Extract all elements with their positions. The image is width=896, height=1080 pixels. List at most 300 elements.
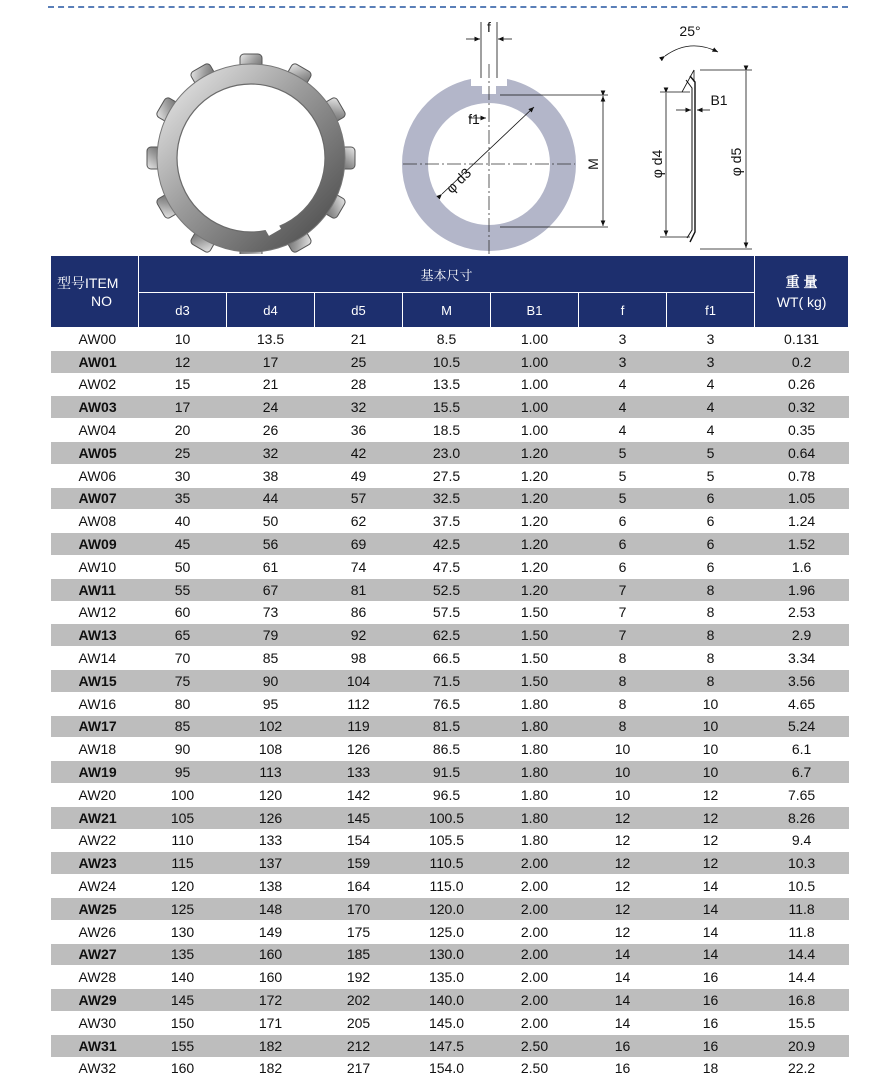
label-angle: 25° (679, 23, 701, 39)
value-cell: 91.5 (403, 761, 491, 784)
item-number-cell: AW16 (51, 692, 139, 715)
value-cell: 42.5 (403, 533, 491, 556)
value-cell: 95 (227, 692, 315, 715)
item-number-cell: AW10 (51, 555, 139, 578)
table-row (51, 761, 849, 784)
value-cell: 66.5 (403, 647, 491, 670)
item-number-cell: AW14 (51, 647, 139, 670)
value-cell: 50 (227, 510, 315, 533)
value-cell: 120 (139, 875, 227, 898)
item-number-cell: AW06 (51, 464, 139, 487)
table-row (51, 647, 849, 670)
value-cell: 8 (579, 647, 667, 670)
value-cell: 15 (139, 373, 227, 396)
value-cell: 20.9 (755, 1034, 849, 1057)
value-cell: 4 (667, 373, 755, 396)
value-cell: 95 (139, 761, 227, 784)
spec-table (50, 255, 849, 1080)
table-row (51, 601, 849, 624)
value-cell: 1.20 (491, 578, 579, 601)
label-f: f (487, 19, 491, 35)
item-number-cell: AW13 (51, 624, 139, 647)
value-cell: 32.5 (403, 487, 491, 510)
value-cell: 1.80 (491, 783, 579, 806)
value-cell: 21 (315, 328, 403, 351)
value-cell: 12 (579, 875, 667, 898)
table-row (51, 943, 849, 966)
value-cell: 50 (139, 555, 227, 578)
value-cell: 15.5 (403, 396, 491, 419)
value-cell: 4 (579, 373, 667, 396)
value-cell: 1.80 (491, 806, 579, 829)
value-cell: 14 (667, 875, 755, 898)
value-cell: 192 (315, 966, 403, 989)
value-cell: 12 (667, 783, 755, 806)
item-number-cell: AW27 (51, 943, 139, 966)
table-row (51, 624, 849, 647)
value-cell: 1.50 (491, 601, 579, 624)
column-header: B1 (491, 293, 579, 328)
value-cell: 10.5 (403, 350, 491, 373)
value-cell: 79 (227, 624, 315, 647)
value-cell: 2.00 (491, 966, 579, 989)
value-cell: 8 (579, 692, 667, 715)
value-cell: 6 (667, 533, 755, 556)
value-cell: 17 (139, 396, 227, 419)
value-cell: 160 (227, 943, 315, 966)
value-cell: 12 (667, 829, 755, 852)
value-cell: 20 (139, 419, 227, 442)
value-cell: 40 (139, 510, 227, 533)
item-number-cell: AW20 (51, 783, 139, 806)
value-cell: 2.00 (491, 1011, 579, 1034)
value-cell: 4 (579, 396, 667, 419)
value-cell: 154 (315, 829, 403, 852)
value-cell: 16 (667, 1011, 755, 1034)
value-cell: 217 (315, 1057, 403, 1080)
column-header: d4 (227, 293, 315, 328)
column-header: d3 (139, 293, 227, 328)
table-row (51, 897, 849, 920)
value-cell: 10 (139, 328, 227, 351)
value-cell: 171 (227, 1011, 315, 1034)
item-number-cell: AW17 (51, 715, 139, 738)
value-cell: 55 (139, 578, 227, 601)
value-cell: 5.24 (755, 715, 849, 738)
value-cell: 105.5 (403, 829, 491, 852)
value-cell: 21 (227, 373, 315, 396)
value-cell: 70 (139, 647, 227, 670)
value-cell: 113 (227, 761, 315, 784)
value-cell: 155 (139, 1034, 227, 1057)
table-body (51, 328, 849, 1080)
value-cell: 6 (667, 555, 755, 578)
value-cell: 120.0 (403, 897, 491, 920)
value-cell: 7 (579, 601, 667, 624)
value-cell: 35 (139, 487, 227, 510)
value-cell: 182 (227, 1057, 315, 1080)
table-row (51, 1057, 849, 1080)
value-cell: 12 (579, 852, 667, 875)
value-cell: 10 (667, 738, 755, 761)
value-cell: 1.80 (491, 761, 579, 784)
value-cell: 148 (227, 897, 315, 920)
value-cell: 5 (579, 441, 667, 464)
value-cell: 145.0 (403, 1011, 491, 1034)
value-cell: 75 (139, 669, 227, 692)
value-cell: 10 (579, 761, 667, 784)
value-cell: 12 (579, 829, 667, 852)
value-cell: 140 (139, 966, 227, 989)
item-number-cell: AW18 (51, 738, 139, 761)
value-cell: 1.20 (491, 510, 579, 533)
header-weight-line2: WT( kg) (776, 293, 827, 310)
value-cell: 13.5 (227, 328, 315, 351)
value-cell: 1.20 (491, 533, 579, 556)
value-cell: 133 (315, 761, 403, 784)
value-cell: 7.65 (755, 783, 849, 806)
table-row (51, 715, 849, 738)
value-cell: 130.0 (403, 943, 491, 966)
value-cell: 8 (579, 715, 667, 738)
value-cell: 1.20 (491, 464, 579, 487)
column-header: f (579, 293, 667, 328)
header-item-line1: 型号ITEM (57, 274, 119, 291)
value-cell: 14 (667, 920, 755, 943)
value-cell: 13.5 (403, 373, 491, 396)
value-cell: 6 (579, 555, 667, 578)
value-cell: 0.35 (755, 419, 849, 442)
washer-front-view (403, 19, 608, 254)
value-cell: 16 (667, 989, 755, 1012)
table-row (51, 806, 849, 829)
value-cell: 69 (315, 533, 403, 556)
value-cell: 27.5 (403, 464, 491, 487)
header-weight (755, 256, 849, 328)
value-cell: 16 (667, 1034, 755, 1057)
table-row (51, 350, 849, 373)
value-cell: 15.5 (755, 1011, 849, 1034)
value-cell: 149 (227, 920, 315, 943)
value-cell: 56 (227, 533, 315, 556)
value-cell: 5 (579, 487, 667, 510)
value-cell: 115.0 (403, 875, 491, 898)
value-cell: 7 (579, 578, 667, 601)
value-cell: 205 (315, 1011, 403, 1034)
value-cell: 8 (667, 601, 755, 624)
header-weight-line1: 重 量 (785, 273, 818, 290)
item-number-cell: AW09 (51, 533, 139, 556)
value-cell: 36 (315, 419, 403, 442)
value-cell: 76.5 (403, 692, 491, 715)
value-cell: 16 (579, 1057, 667, 1080)
washer-drawings (0, 12, 896, 254)
value-cell: 85 (139, 715, 227, 738)
item-number-cell: AW05 (51, 441, 139, 464)
header-item-line2: NO (91, 292, 112, 309)
value-cell: 14.4 (755, 943, 849, 966)
value-cell: 86.5 (403, 738, 491, 761)
table-row (51, 669, 849, 692)
value-cell: 12 (667, 852, 755, 875)
value-cell: 49 (315, 464, 403, 487)
value-cell: 74 (315, 555, 403, 578)
value-cell: 4 (579, 419, 667, 442)
value-cell: 52.5 (403, 578, 491, 601)
value-cell: 115 (139, 852, 227, 875)
item-number-cell: AW00 (51, 328, 139, 351)
value-cell: 2.00 (491, 920, 579, 943)
table-row (51, 510, 849, 533)
value-cell: 7 (579, 624, 667, 647)
item-number-cell: AW07 (51, 487, 139, 510)
value-cell: 142 (315, 783, 403, 806)
value-cell: 42 (315, 441, 403, 464)
item-number-cell: AW19 (51, 761, 139, 784)
value-cell: 137 (227, 852, 315, 875)
value-cell: 14.4 (755, 966, 849, 989)
table-row (51, 738, 849, 761)
item-number-cell: AW04 (51, 419, 139, 442)
value-cell: 85 (227, 647, 315, 670)
value-cell: 16 (579, 1034, 667, 1057)
value-cell: 67 (227, 578, 315, 601)
value-cell: 3 (579, 350, 667, 373)
value-cell: 170 (315, 897, 403, 920)
top-dashed-rule (48, 6, 848, 8)
table-row (51, 396, 849, 419)
value-cell: 6 (579, 510, 667, 533)
value-cell: 4 (667, 419, 755, 442)
table-row (51, 578, 849, 601)
value-cell: 62.5 (403, 624, 491, 647)
item-number-cell: AW03 (51, 396, 139, 419)
value-cell: 10 (579, 783, 667, 806)
value-cell: 12 (667, 806, 755, 829)
value-cell: 32 (315, 396, 403, 419)
value-cell: 32 (227, 441, 315, 464)
value-cell: 125.0 (403, 920, 491, 943)
value-cell: 1.6 (755, 555, 849, 578)
value-cell: 80 (139, 692, 227, 715)
value-cell: 24 (227, 396, 315, 419)
label-b1: B1 (710, 92, 728, 108)
item-number-cell: AW30 (51, 1011, 139, 1034)
value-cell: 3 (579, 328, 667, 351)
value-cell: 2.00 (491, 852, 579, 875)
value-cell: 14 (579, 943, 667, 966)
value-cell: 90 (139, 738, 227, 761)
value-cell: 17 (227, 350, 315, 373)
value-cell: 92 (315, 624, 403, 647)
value-cell: 12 (139, 350, 227, 373)
value-cell: 212 (315, 1034, 403, 1057)
value-cell: 22.2 (755, 1057, 849, 1080)
table-row (51, 920, 849, 943)
item-number-cell: AW25 (51, 897, 139, 920)
value-cell: 0.26 (755, 373, 849, 396)
value-cell: 1.05 (755, 487, 849, 510)
value-cell: 8 (667, 669, 755, 692)
value-cell: 8 (667, 578, 755, 601)
value-cell: 6 (667, 510, 755, 533)
value-cell: 14 (667, 943, 755, 966)
item-number-cell: AW26 (51, 920, 139, 943)
value-cell: 18.5 (403, 419, 491, 442)
value-cell: 126 (315, 738, 403, 761)
value-cell: 100.5 (403, 806, 491, 829)
table-row (51, 441, 849, 464)
value-cell: 14 (579, 966, 667, 989)
value-cell: 2.9 (755, 624, 849, 647)
value-cell: 10 (579, 738, 667, 761)
value-cell: 110 (139, 829, 227, 852)
value-cell: 1.52 (755, 533, 849, 556)
value-cell: 71.5 (403, 669, 491, 692)
value-cell: 14 (579, 1011, 667, 1034)
value-cell: 12 (579, 897, 667, 920)
value-cell: 2.00 (491, 875, 579, 898)
value-cell: 4 (667, 396, 755, 419)
value-cell: 1.80 (491, 829, 579, 852)
value-cell: 164 (315, 875, 403, 898)
value-cell: 73 (227, 601, 315, 624)
table-row (51, 1011, 849, 1034)
value-cell: 10 (667, 761, 755, 784)
value-cell: 1.50 (491, 669, 579, 692)
value-cell: 10 (667, 692, 755, 715)
value-cell: 2.00 (491, 897, 579, 920)
value-cell: 140.0 (403, 989, 491, 1012)
value-cell: 3.56 (755, 669, 849, 692)
value-cell: 126 (227, 806, 315, 829)
value-cell: 11.8 (755, 897, 849, 920)
value-cell: 57.5 (403, 601, 491, 624)
value-cell: 5 (579, 464, 667, 487)
value-cell: 147.5 (403, 1034, 491, 1057)
value-cell: 18 (667, 1057, 755, 1080)
value-cell: 2.50 (491, 1034, 579, 1057)
value-cell: 119 (315, 715, 403, 738)
table-row (51, 692, 849, 715)
value-cell: 38 (227, 464, 315, 487)
value-cell: 3 (667, 350, 755, 373)
table-row (51, 533, 849, 556)
value-cell: 30 (139, 464, 227, 487)
value-cell: 133 (227, 829, 315, 852)
table-row (51, 875, 849, 898)
value-cell: 65 (139, 624, 227, 647)
washer-photo (147, 54, 355, 254)
value-cell: 25 (315, 350, 403, 373)
value-cell: 62 (315, 510, 403, 533)
value-cell: 135 (139, 943, 227, 966)
label-d5: φ d5 (728, 147, 744, 177)
value-cell: 112 (315, 692, 403, 715)
value-cell: 26 (227, 419, 315, 442)
value-cell: 16.8 (755, 989, 849, 1012)
value-cell: 28 (315, 373, 403, 396)
table-row (51, 783, 849, 806)
value-cell: 61 (227, 555, 315, 578)
value-cell: 150 (139, 1011, 227, 1034)
column-header: d5 (315, 293, 403, 328)
value-cell: 0.32 (755, 396, 849, 419)
value-cell: 12 (579, 920, 667, 943)
value-cell: 160 (227, 966, 315, 989)
value-cell: 102 (227, 715, 315, 738)
value-cell: 8 (667, 624, 755, 647)
value-cell: 120 (227, 783, 315, 806)
header-basic-dimensions: 基本尺寸 (139, 256, 755, 293)
value-cell: 81.5 (403, 715, 491, 738)
item-number-cell: AW02 (51, 373, 139, 396)
value-cell: 11.8 (755, 920, 849, 943)
value-cell: 0.64 (755, 441, 849, 464)
value-cell: 47.5 (403, 555, 491, 578)
item-number-cell: AW11 (51, 578, 139, 601)
value-cell: 1.80 (491, 715, 579, 738)
item-number-cell: AW21 (51, 806, 139, 829)
value-cell: 2.00 (491, 989, 579, 1012)
value-cell: 8 (667, 647, 755, 670)
table-row (51, 464, 849, 487)
value-cell: 1.80 (491, 692, 579, 715)
value-cell: 0.78 (755, 464, 849, 487)
column-header: M (403, 293, 491, 328)
value-cell: 130 (139, 920, 227, 943)
value-cell: 104 (315, 669, 403, 692)
table-row (51, 1034, 849, 1057)
value-cell: 0.131 (755, 328, 849, 351)
value-cell: 81 (315, 578, 403, 601)
value-cell: 0.2 (755, 350, 849, 373)
table-row (51, 829, 849, 852)
value-cell: 185 (315, 943, 403, 966)
value-cell: 6.7 (755, 761, 849, 784)
value-cell: 3 (667, 328, 755, 351)
value-cell: 145 (315, 806, 403, 829)
washer-side-view (649, 23, 752, 249)
value-cell: 2.00 (491, 943, 579, 966)
value-cell: 1.00 (491, 328, 579, 351)
value-cell: 1.00 (491, 373, 579, 396)
value-cell: 12 (579, 806, 667, 829)
value-cell: 25 (139, 441, 227, 464)
value-cell: 3.34 (755, 647, 849, 670)
label-m: M (585, 158, 601, 170)
value-cell: 182 (227, 1034, 315, 1057)
column-header: f1 (667, 293, 755, 328)
value-cell: 14 (579, 989, 667, 1012)
value-cell: 5 (667, 441, 755, 464)
value-cell: 1.50 (491, 647, 579, 670)
value-cell: 105 (139, 806, 227, 829)
header-item-no (51, 256, 139, 328)
value-cell: 159 (315, 852, 403, 875)
value-cell: 108 (227, 738, 315, 761)
label-f1: f1 (468, 111, 480, 127)
value-cell: 100 (139, 783, 227, 806)
label-d3: φ d3 (442, 164, 475, 197)
value-cell: 135.0 (403, 966, 491, 989)
value-cell: 5 (667, 464, 755, 487)
item-number-cell: AW28 (51, 966, 139, 989)
value-cell: 175 (315, 920, 403, 943)
item-number-cell: AW01 (51, 350, 139, 373)
value-cell: 4.65 (755, 692, 849, 715)
value-cell: 125 (139, 897, 227, 920)
